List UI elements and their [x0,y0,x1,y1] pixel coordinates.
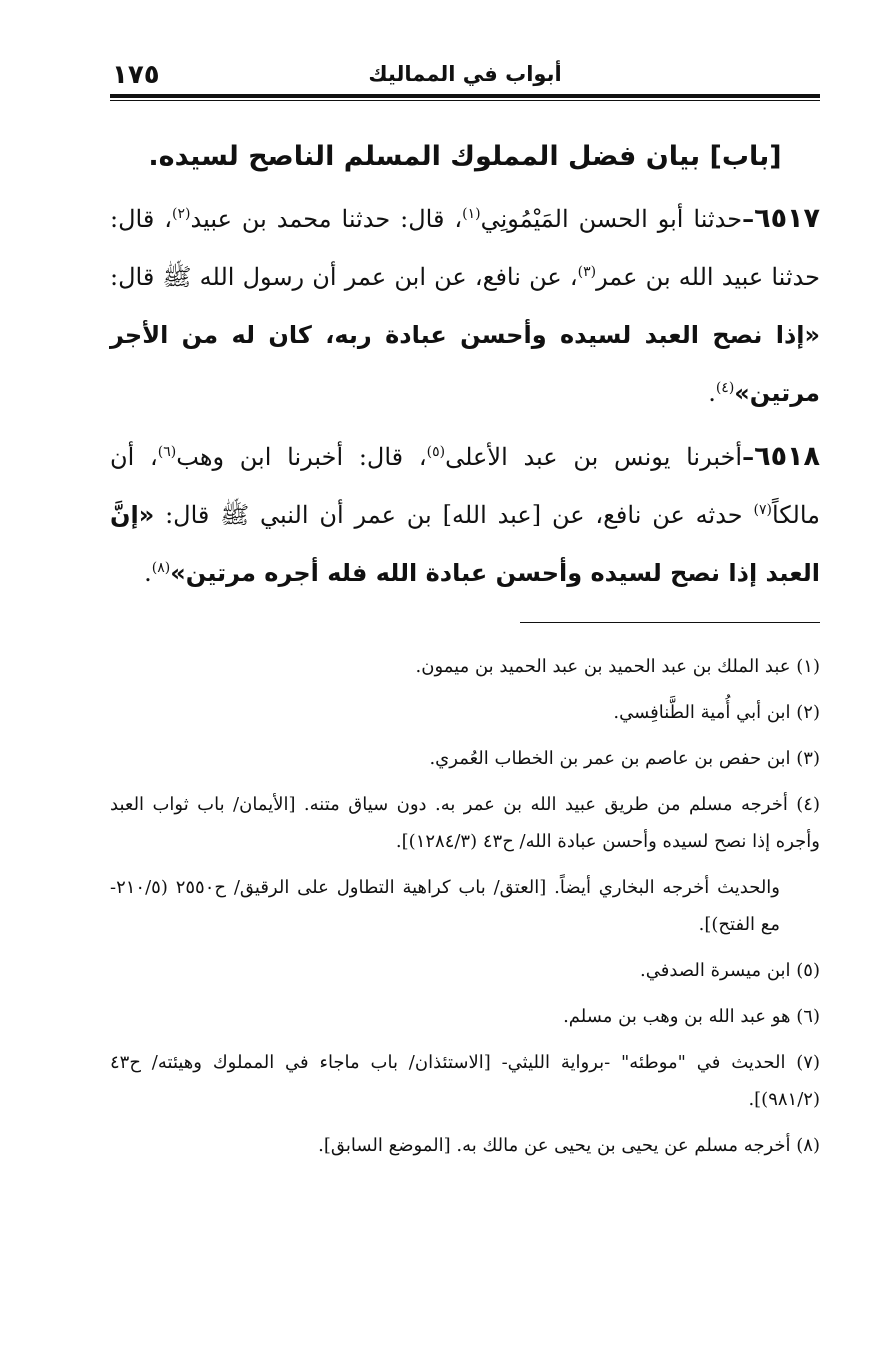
footnote-ref[interactable]: (٥) [426,444,446,460]
running-title: أبواب في المماليك [368,62,562,86]
hadith-dash: – [742,442,755,471]
footnote-4: (٤) أخرجه مسلم من طريق عبيد الله بن عمر به. دون سياق متنه. [الأيمان/ باب ثواب العبد وأجره إذا نصح لسيده وأحسن عبادة الله/ ح٤٣ (١٢٨٤/٣)]. [110,794,820,852]
footnote-ref[interactable]: (٦) [157,444,177,460]
footnote-3: (٣) ابن حفص بن عاصم بن عمر بن الخطاب العُمري. [429,748,820,769]
chapter-heading: [باب] بيان فضل المملوك المسلم الناصح لسيده. [148,141,782,172]
hadith-6518 [110,428,820,602]
page-number: ١٧٥ [112,60,160,90]
hadith-text: أخبرنا يونس بن عبد الأعلى [445,443,743,471]
hadith-text: ، أن مالكاً [110,443,820,529]
footnote-2: (٢) ابن أبي أُمية الطَّنافِسي. [613,702,820,723]
hadith-6517 [110,190,820,422]
hadith-matn: «إذا نصح العبد لسيده وأحسن عبادة ربه، كان له من الأجر مرتين» [110,321,820,407]
footnote-1: (١) عبد الملك بن عبد الحميد بن عبد الحميد بن ميمون. [415,656,820,677]
footnote-ref[interactable]: (٧) [753,502,772,518]
footnote-4-continuation: والحديث أخرجه البخاري أيضاً. [العتق/ باب كراهية التطاول على الرقيق/ ح٢٥٥٠ (٢١٠/٥- مع الفتح)]. [110,877,780,935]
hadith-text: حدثنا أبو الحسن المَيْمُونِي [480,205,743,233]
hadith-text: ، قال: أخبرنا ابن وهب [176,443,427,471]
hadith-end: . [708,379,716,407]
header-rule-thin [110,100,820,101]
footnote-5: (٥) ابن ميسرة الصدفي. [640,960,820,981]
hadith-matn: «إنَّ العبد إذا نصح لسيده وأحسن عبادة الله فله أجره مرتين» [110,501,820,587]
hadith-text: ، عن نافع، عن ابن عمر أن رسول الله ﷺ قال: [110,263,578,291]
hadith-number: ٦٥١٨ [754,441,821,472]
hadith-number: ٦٥١٧ [754,203,821,234]
hadith-text: ، قال: حدثنا محمد بن عبيد [190,205,463,233]
footnotes [110,648,820,1173]
hadith-end: . [144,559,152,587]
footnote-separator [520,622,820,623]
main-text [110,128,820,602]
hadith-dash: – [742,204,755,233]
footnote-ref[interactable]: (٤) [715,380,735,396]
footnote-ref[interactable]: (٨) [151,560,171,576]
footnote-6: (٦) هو عبد الله بن وهب بن مسلم. [563,1006,820,1027]
footnote-8: (٨) أخرجه مسلم عن يحيى بن يحيى عن مالك به. [الموضع السابق]. [318,1135,820,1156]
footnote-ref[interactable]: (١) [462,206,481,222]
hadith-text: ، قال: حدثنا عبيد الله بن عمر [110,205,820,291]
header-rule-thick [110,94,820,98]
page-header [110,58,820,90]
footnote-7: (٧) الحديث في "موطئه" -برواية الليثي- [الاستئذان/ باب ماجاء في المملوك وهيئته/ ح٤٣ (٩٨١/٢)]. [110,1052,820,1110]
footnote-ref[interactable]: (٣) [577,264,597,280]
footnote-ref[interactable]: (٢) [172,206,191,222]
hadith-text: حدثه عن نافع، عن [عبد الله] بن عمر أن النبي ﷺ قال: [154,501,754,529]
